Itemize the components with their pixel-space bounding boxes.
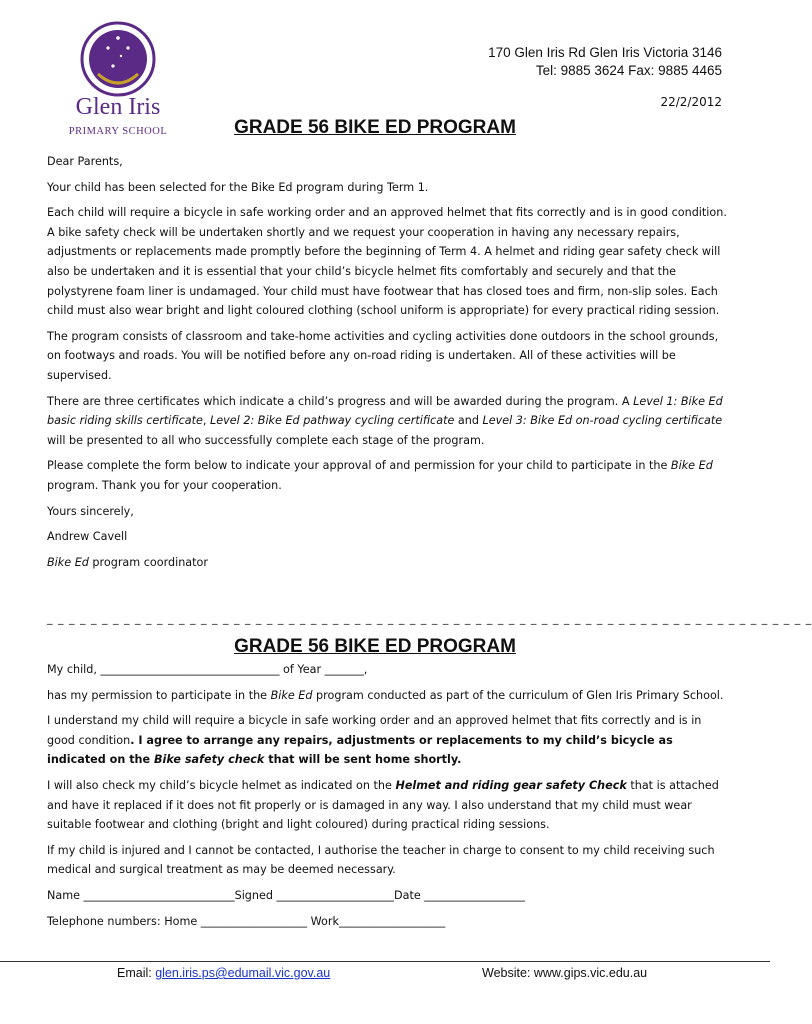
paragraph-2: Each child will require a bicycle in safe working order and an approved helmet that fits correctly and is in good condition. A bike safety check will be undertaken shortly and we request your cooperation in having any necessary repairs, adjustments or replacements made promptly before the beginning of Term 4. A helmet and riding gear safety check will also be undertaken and it is essential that your child’s bicycle helmet fits comfortably and securely and that the polystyrene foam liner is undamaged. Your child must have footwear that has closed toes and firm, non-slip soles. Each child must also wear bright and light coloured clothing (school uniform is appropriate) for every practical riding session. — [47, 206, 727, 318]
footer-website: Website: www.gips.vic.edu.au — [482, 966, 648, 980]
certificate-3: Level 3: Bike Ed on-road cycling certificate — [482, 414, 723, 428]
address-line-1: 170 Glen Iris Rd Glen Iris Victoria 3146 — [488, 45, 722, 60]
letter-body — [47, 152, 727, 578]
certificate-1: Level 1: Bike Ed basic riding skills certificate — [47, 394, 723, 428]
letter-title: GRADE 56 BIKE ED PROGRAM — [234, 117, 516, 138]
closing: Yours sincerely, — [47, 504, 134, 518]
address-line-2: Tel: 9885 3624 Fax: 9885 4465 — [535, 63, 722, 78]
school-address — [488, 44, 722, 80]
program-name: Bike Ed — [270, 688, 313, 702]
text: program conducted as part of the curriculum of Glen Iris Primary School. — [312, 688, 724, 702]
helmet-statement — [47, 776, 727, 835]
certificate-2: Level 2: Bike Ed pathway cycling certificate — [210, 414, 455, 428]
greeting: Dear Parents, — [47, 155, 123, 168]
text: program coordinator — [88, 555, 208, 569]
letter-date: 22/2/2012 — [660, 95, 722, 109]
text: I will also check my child’s bicycle helmet as indicated on the — [47, 778, 396, 792]
bicycle-statement — [47, 711, 727, 770]
text: that will be sent home shortly. — [264, 753, 462, 767]
text: I understand my child will require a bicycle in safe working order and an approved helmet that fits correctly and is in good condition — [47, 714, 702, 747]
email-link[interactable]: glen.iris.ps@edumail.vic.gov.au — [155, 966, 331, 980]
cut-line: _ _ _ _ _ _ _ _ _ _ _ _ _ _ _ _ _ _ _ _ _ _ _ _ _ _ _ _ _ _ _ _ _ _ _ _ _ _ _ _ _ _ _ _ _ _ _ _ _ _ _ _ _ _ _ _ _ _ _ _ _ _ _ _ _ _ _ _ _ _ — [47, 612, 812, 625]
bike-safety-check: Bike safety check — [154, 753, 265, 767]
program-name: Bike Ed — [47, 555, 89, 569]
text: will be presented to all who successfully complete each stage of the program. — [47, 433, 485, 447]
signer-name: Andrew Cavell — [47, 530, 128, 544]
text: There are three certificates which indicate a child’s progress and will be awarded during the program. A — [47, 394, 634, 408]
text: Please complete the form below to indicate your approval of and permission for your child to participate in the — [47, 459, 671, 473]
signature-line[interactable]: Name ___________________________Signed _____________________Date __________________ — [47, 888, 525, 902]
text: . I agree to arrange any repairs, adjustments or replacements to my child’s bicycle as indicated on the — [47, 733, 673, 767]
school-subtitle: PRIMARY SCHOOL — [68, 126, 168, 137]
footer-divider — [0, 961, 770, 962]
permission-statement — [47, 686, 727, 706]
paragraph-4 — [47, 392, 727, 451]
permission-form — [47, 660, 727, 937]
child-name-line[interactable]: My child, ________________________________ of Year _______, — [47, 663, 368, 676]
text: , — [202, 414, 211, 428]
footer-email — [117, 966, 330, 980]
text: and — [454, 414, 483, 428]
paragraph-3: The program consists of classroom and take-home activities and cycling activities done outdoors in the school grounds, on footways and roads. You will be notified before any on-road riding is undertaken. All of these activities will be supervised. — [47, 329, 719, 382]
text: program. Thank you for your cooperation. — [47, 478, 282, 492]
paragraph-5 — [47, 456, 727, 495]
medical-statement: If my child is injured and I cannot be contacted, I authorise the teacher in charge to consent to my child receiving such medical and surgical treatment as may be deemed necessary. — [47, 843, 715, 877]
text: has my permission to participate in the — [47, 688, 271, 702]
form-title: GRADE 56 BIKE ED PROGRAM — [234, 636, 516, 657]
school-name: Glen Iris — [75, 94, 161, 120]
email-label: Email: — [117, 966, 156, 980]
program-name: Bike Ed — [670, 459, 713, 473]
text: that is attached and have it replaced if it does not fit properly or is damaged in any way. I also understand that my child must wear suitable footwear and clothing (bright and light coloured) during practical riding sessions. — [47, 778, 719, 832]
telephone-line[interactable]: Telephone numbers: Home ___________________ Work___________________ — [47, 914, 446, 928]
helmet-check: Helmet and riding gear safety Check — [395, 778, 627, 792]
signer-role — [47, 553, 727, 573]
paragraph-1: Your child has been selected for the Bike Ed program during Term 1. — [47, 180, 429, 194]
